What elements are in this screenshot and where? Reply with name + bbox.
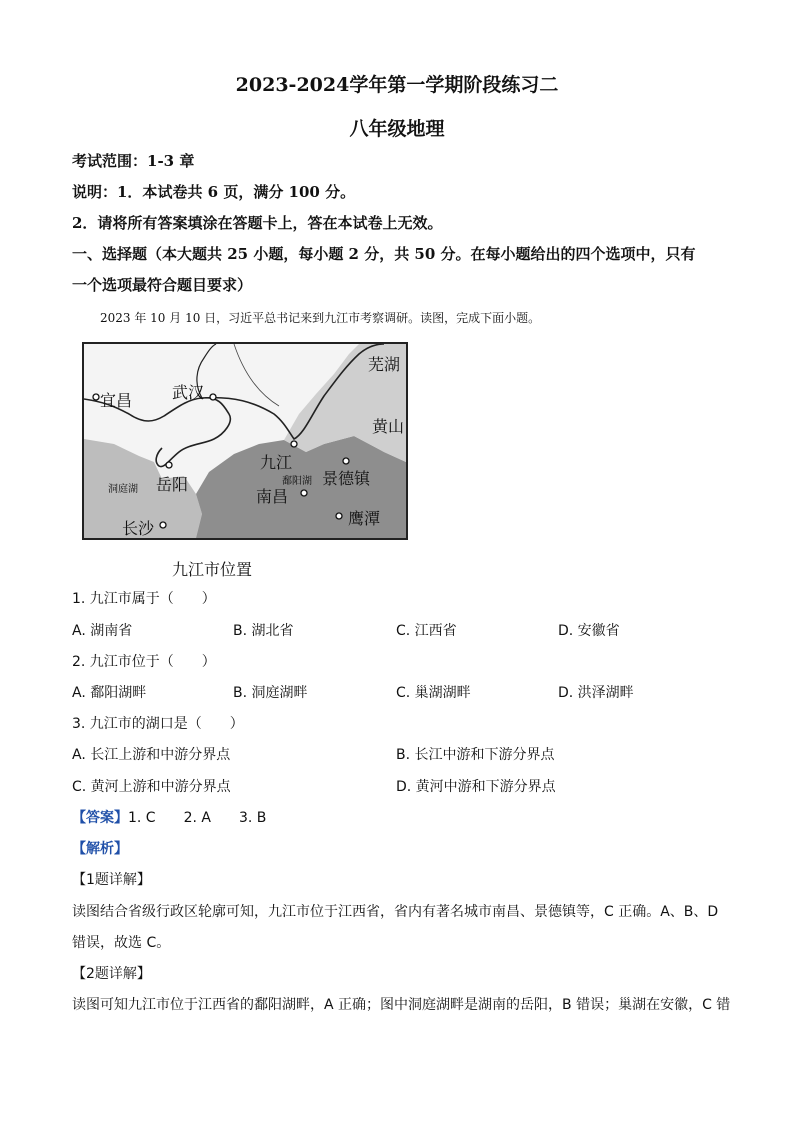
detail-1-line-1: 读图结合省级行政区轮廓可知，九江市位于江西省，省内有著名城市南昌、景德镇等，C 正确。A、B、D — [72, 904, 719, 920]
question-1-stem: 1. 九江市属于（ ） — [72, 591, 216, 607]
analysis-tag: 【解析】 — [72, 841, 128, 857]
map-label-wuhu: 芜湖 — [368, 355, 401, 374]
question-3-option-c: C. 黄河上游和中游分界点 — [72, 779, 231, 795]
map-label-poyang-lake: 鄱阳湖 — [282, 476, 312, 487]
question-2-option-b: B. 洞庭湖畔 — [233, 685, 308, 701]
detail-2-title: 【2题详解】 — [72, 966, 151, 982]
map-label-huangshan: 黄山 — [372, 417, 405, 436]
section-heading-line-1: 一、选择题（本大题共 25 小题，每小题 2 分，共 50 分。在每小题给出的四个选项中，只有 — [72, 245, 696, 263]
map-label-dongting-lake: 洞庭湖 — [108, 484, 138, 495]
question-2-option-c: C. 巢湖湖畔 — [396, 685, 471, 701]
jiujiang-location-map — [82, 342, 408, 540]
question-intro: 2023 年 10 月 10 日，习近平总书记来到九江市考察调研。读图，完成下面小题。 — [100, 311, 541, 325]
detail-1-title: 【1题详解】 — [72, 872, 151, 888]
question-2-stem: 2. 九江市位于（ ） — [72, 654, 216, 670]
map-label-yichang: 宜昌 — [100, 391, 133, 410]
exam-note-1: 说明：1．本试卷共 6 页，满分 100 分。 — [72, 183, 356, 201]
answer-tag: 【答案】 — [72, 810, 128, 826]
answer-line — [72, 807, 266, 827]
question-3-option-d: D. 黄河中游和下游分界点 — [396, 779, 556, 795]
question-2-option-d: D. 洪泽湖畔 — [558, 685, 634, 701]
question-3-option-a: A. 长江上游和中游分界点 — [72, 747, 231, 763]
map-label-jingdezhen: 景德镇 — [322, 469, 371, 488]
map-label-changsha: 长沙 — [122, 519, 155, 538]
map-caption: 九江市位置 — [172, 560, 253, 579]
question-3-stem: 3. 九江市的湖口是（ ） — [72, 716, 244, 732]
question-1-option-a: A. 湖南省 — [72, 623, 133, 639]
map-label-yueyang: 岳阳 — [156, 475, 189, 494]
answer-text: 1. C 2. A 3. B — [128, 810, 267, 826]
map-label-yingtan: 鹰潭 — [348, 509, 381, 528]
question-1-option-c: C. 江西省 — [396, 623, 457, 639]
exam-note-2: 2．请将所有答案填涂在答题卡上，答在本试卷上无效。 — [72, 214, 443, 232]
map-label-jiujiang: 九江 — [260, 453, 293, 472]
page-title: 2023-2024学年第一学期阶段练习二 — [235, 74, 559, 96]
question-1-option-d: D. 安徽省 — [558, 623, 620, 639]
map-label-nanchang: 南昌 — [256, 487, 289, 506]
detail-2-line-1: 读图可知九江市位于江西省的鄱阳湖畔，A 正确；图中洞庭湖畔是湖南的岳阳，B 错误；巢湖在安徽，C 错 — [72, 997, 731, 1013]
section-heading-line-2: 一个选项最符合题目要求） — [72, 276, 253, 294]
detail-1-line-2: 错误，故选 C。 — [72, 935, 171, 951]
map-label-wuhan: 武汉 — [172, 383, 205, 402]
question-2-option-a: A. 鄱阳湖畔 — [72, 685, 147, 701]
exam-scope: 考试范围：1-3 章 — [72, 152, 195, 170]
question-3-option-b: B. 长江中游和下游分界点 — [396, 747, 555, 763]
question-1-option-b: B. 湖北省 — [233, 623, 294, 639]
page-subtitle: 八年级地理 — [349, 118, 445, 140]
